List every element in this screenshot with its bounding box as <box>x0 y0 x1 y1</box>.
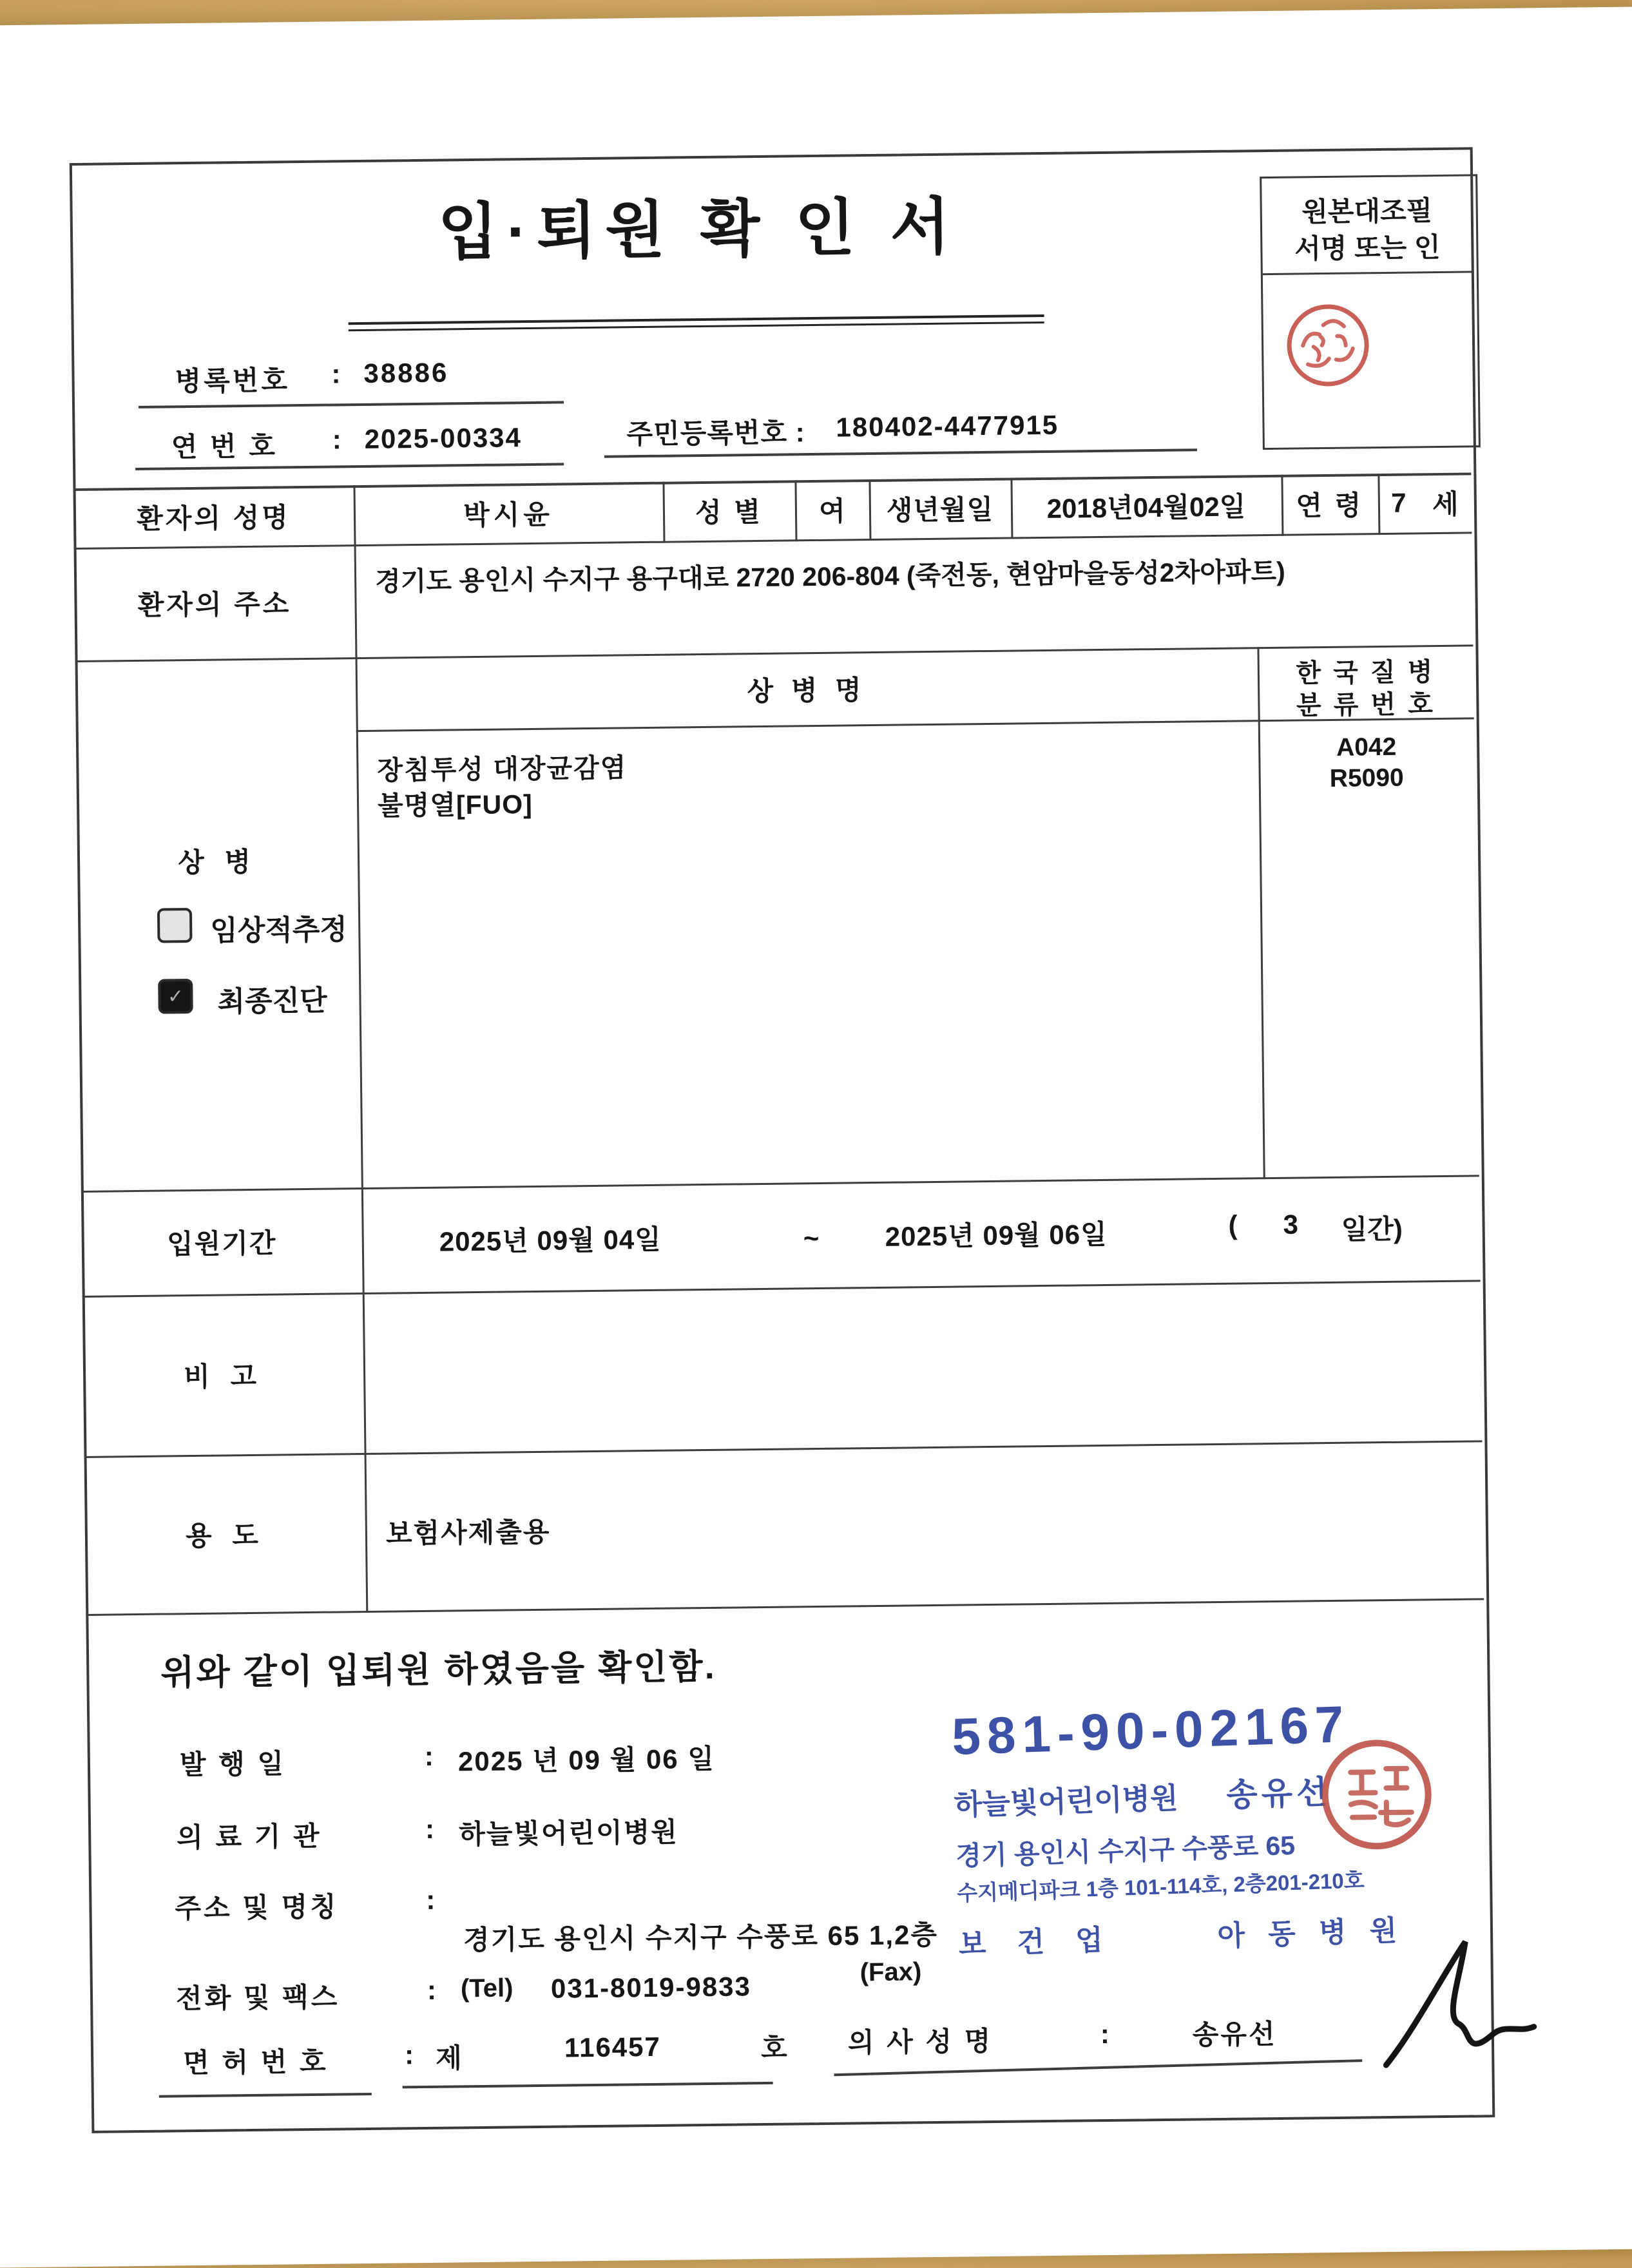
blue-stamp-address-line1: 경기 용인시 수지구 수풍로 65 <box>955 1830 1296 1871</box>
checkbox-final-diagnosis <box>158 979 193 1014</box>
patient-address-label: 환자의 주소 <box>137 588 292 620</box>
patient-name-label: 환자의 성명 <box>137 502 291 534</box>
admission-tilde: ~ <box>803 1222 820 1254</box>
verification-box-line2: 서명 또는 인 <box>1294 231 1441 264</box>
institution-value: 하늘빛어린이병원 <box>458 1816 679 1850</box>
verification-box-line1: 원본대조필 <box>1301 195 1433 227</box>
serial-number-value: 2025-00334 <box>364 422 523 454</box>
admission-period-label: 입원기간 <box>166 1227 277 1259</box>
fax-label: (Fax) <box>859 1957 922 1987</box>
patient-sex-value: 여 <box>818 495 846 526</box>
disease-name-header: 상 병 명 <box>747 674 867 706</box>
institution-address-label: 주소 및 명칭 <box>175 1891 339 1924</box>
patient-birth-label: 생년월일 <box>886 494 994 526</box>
document-title: 입·퇴원 확 인 서 <box>437 192 959 267</box>
license-number-label: 면 허 번 호 <box>182 2046 329 2079</box>
record-number-label: 병록번호 <box>175 365 291 397</box>
disease-code-1: A042 <box>1336 733 1397 762</box>
issue-date-colon: : <box>424 1740 434 1771</box>
institution-colon: : <box>425 1813 435 1844</box>
checkbox-final-diagnosis-label: 최종진단 <box>217 985 327 1018</box>
serial-number-colon: : <box>332 424 341 455</box>
disease-code-2: R5090 <box>1329 764 1404 793</box>
issue-date-label: 발 행 일 <box>179 1748 287 1780</box>
blue-stamp-director-name: 송유선 <box>1225 1774 1332 1814</box>
license-value: 116457 <box>564 2031 662 2063</box>
tel-fax-label: 전화 및 팩스 <box>175 1981 340 2014</box>
license-colon: : <box>404 2039 414 2070</box>
confirmation-statement: 위와 같이 입퇴원 하였음을 확인함. <box>160 1647 716 1693</box>
doctor-name-value: 송유선 <box>1192 2019 1277 2050</box>
patient-age-cell <box>1378 472 1472 533</box>
purpose-label: 용 도 <box>185 1519 265 1551</box>
license-prefix: 제 <box>435 2042 463 2073</box>
serial-number-label: 연 번 호 <box>171 430 278 463</box>
disease-name-1: 장침투성 대장균감염 <box>377 753 628 785</box>
blue-stamp-industry-type: 보 건 업 <box>958 1924 1115 1961</box>
paper-sheet <box>0 6 1632 2267</box>
patient-address-value: 경기도 용인시 수지구 용구대로 2720 206-804 (죽전동, 현암마을동성2차아파트) <box>374 556 1286 597</box>
resident-number-label: 주민등록번호 : <box>626 417 805 450</box>
doctor-signature-icon <box>1368 1925 1551 2088</box>
doctor-name-colon: : <box>1100 2018 1110 2050</box>
admission-from-date: 2025년 09월 04일 <box>439 1224 662 1257</box>
record-number-colon: : <box>331 358 341 389</box>
blue-stamp-address-line2: 수지메디파크 1층 101-114호, 2층201-210호 <box>956 1868 1365 1905</box>
tel-value: 031-8019-9833 <box>550 1971 752 2004</box>
admission-days-count: 3 <box>1283 1209 1299 1240</box>
disease-code-header-line1: 한 국 질 병 <box>1296 658 1435 688</box>
disease-section-label: 상 병 <box>177 846 258 878</box>
disease-code-header-line2: 분 류 번 호 <box>1296 690 1436 720</box>
patient-name-value: 박시윤 <box>463 499 554 531</box>
patient-age-unit: 세 <box>1432 488 1459 520</box>
patient-age-label: 연 령 <box>1296 490 1364 521</box>
tel-prefix: (Tel) <box>460 1974 514 2003</box>
record-number-value: 38886 <box>363 357 449 389</box>
resident-number-value: 180402-4477915 <box>836 409 1059 443</box>
checkbox-final-diagnosis-check-icon: ✓ <box>167 985 184 1007</box>
patient-birth-value: 2018년04월02일 <box>1046 491 1246 524</box>
institution-address-value: 경기도 용인시 수지구 수풍로 65 1,2층 <box>463 1919 939 1956</box>
doctor-name-label: 의 사 성 명 <box>847 2026 994 2058</box>
blue-stamp-business-number: 581-90-02167 <box>951 1695 1351 1765</box>
remarks-label: 비 고 <box>183 1360 264 1392</box>
tel-fax-colon: : <box>427 1974 437 2005</box>
license-suffix: 호 <box>760 2032 787 2064</box>
admission-days-open-paren: ( <box>1228 1209 1238 1240</box>
purpose-value: 보험사제출용 <box>385 1516 551 1549</box>
patient-age-value: 7 <box>1390 487 1406 518</box>
checkbox-clinical-estimate <box>157 908 193 943</box>
disease-name-2: 불명열[FUO] <box>377 789 533 821</box>
checkbox-clinical-estimate-label: 임상적추정 <box>210 914 348 947</box>
institution-address-colon: : <box>426 1884 436 1915</box>
blue-stamp-hospital-name: 하늘빛어린이병원 <box>954 1781 1179 1821</box>
patient-sex-label: 성 별 <box>695 496 763 528</box>
institution-label: 의 료 기 관 <box>176 1820 322 1853</box>
admission-to-date: 2025년 09월 06일 <box>885 1218 1108 1252</box>
blue-stamp-hospital-type: 아 동 병 원 <box>1216 1914 1405 1952</box>
issue-date-value: 2025 년 09 월 06 일 <box>457 1743 716 1777</box>
director-red-seal-icon <box>1318 1736 1435 1853</box>
admission-days-close: 일간) <box>1341 1213 1403 1245</box>
